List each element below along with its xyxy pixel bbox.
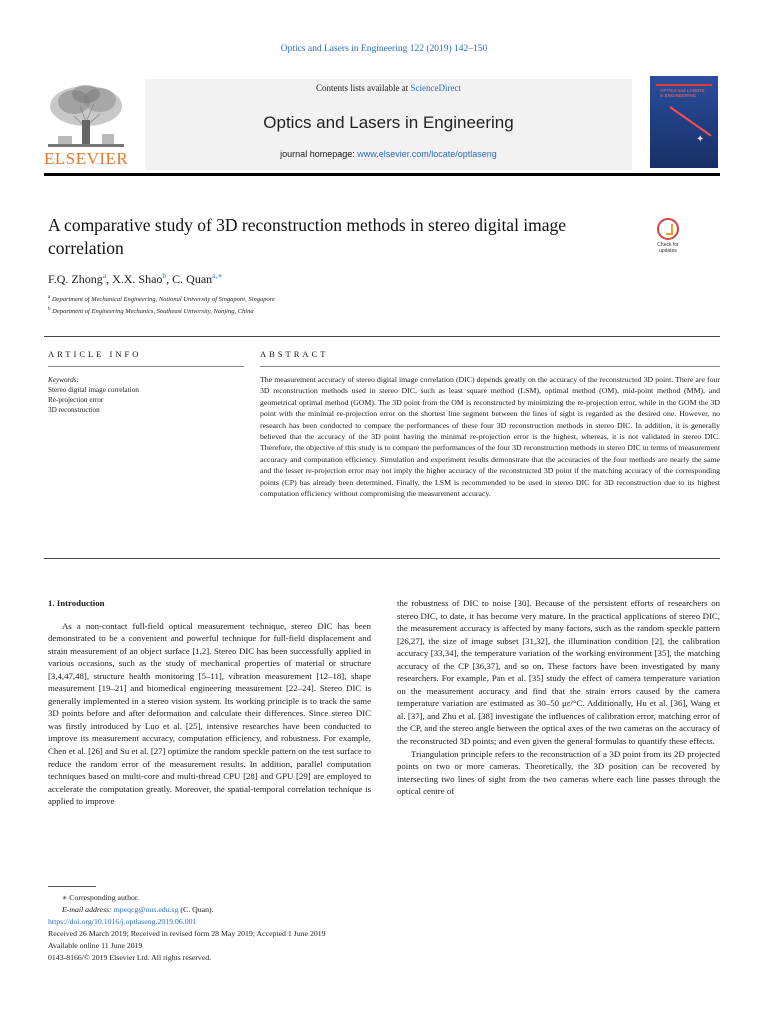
check-for-updates-badge[interactable] [650,218,686,254]
available-online: Available online 11 June 2019 [48,941,143,950]
introduction-heading: 1. Introduction [48,598,105,608]
journal-cover-image[interactable] [650,76,718,168]
header-divider [44,173,720,176]
homepage-prefix: journal homepage: [280,149,358,159]
affiliation-text: Department of Engineering Mechanics, Southeast University, Nanjing, China [52,308,254,316]
badge-line2: updates [659,248,677,254]
intro-paragraph: As a non-contact full-field optical measurement technique, stereo DIC has been demonstrated to be a convenient and powerful technique for full-field displacement and strain measurement of an object surface [1,2]. Stereo DIC has been successfully applied in various occasions, such as the study of mechanical properties of material or structure [3,4,47,48], structure health monitoring [5–11], vibration measurement [12–18], shape measurement [19–21] and biomedical engineering measurement [22–24]. Stereo DIC is generally implemented in a stereo vision system. Its working principle is to track the same 3D points before and after deformation and calculate their differences. Since stereo DIC was firstly introduced by Luo et al. [25], intensive researches have been conducted to improve its measurement accuracy, computation efficiency, and robustness. For example, Chen et al. [26] and Su et al. [27] optimize the random speckle pattern on the test surface to reduce the random error of the measurement results. In addition, parallel computation techniques based on multi-core and multi-thread CPU [28] and GPU [29] are employed to accelerate the computation greatly. Moreover, the spatial-temporal correlation technique is applied to improve [48,620,371,807]
author-name: F.Q. Zhong [48,272,103,286]
article-title: A comparative study of 3D reconstruction methods in stereo digital image correlation [48,215,567,258]
doi-link[interactable]: https://doi.org/10.1016/j.optlaseng.2019.06.001 [48,917,197,926]
email-link[interactable]: mpeqcg@nus.edu.sg [113,905,179,914]
received-dates: Received 26 March 2019; Received in revised form 28 May 2019; Accepted 1 June 2019 [48,929,326,938]
author-separator: , [166,272,173,286]
publisher-name: ELSEVIER [44,149,129,168]
keywords-label: Keywords: [48,376,79,384]
abstract-text: The measurement accuracy of stereo digital image correlation (DIC) depends greatly on the accuracy of the reconstructed 3D point. There are four 3D reconstruction methods used in stereo DIC, such as least square method (LSM), optimal method (OM), mid-point method (MM), and geometrical optimal method (GOM). The 3D point from the OM is reconstructed by minimizing the re-projection error, while in the GOM the 3D point with the minimal re-projection error on the shortest line segment between the lines of sight is regarded as the desired one. However, no research has been conducted to compare the performances of these four 3D reconstruction methods in stereo DIC. In addition, it is generally believed that the accuracy of the 3D point having the minimal re-projection error is the highest, whereas, it is not validated in stereo DIC. Therefore, the objective of this study is to compare the performances of the four 3D reconstruction methods in stereo DIC in terms of measurement accuracy and computation efficiency. Simulation and experiment results demonstrate that the accuracies of the four methods are nearly the same and the lesser re-projection error may not imply the higher accuracy of the reconstructed 3D point if the matching accuracy of the corresponding points (CP) has already been determined. Finally, the LSM is recommended to be used in stereo DIC for 3D reconstruction due to its highest computation efficiency without compromising the measurement accuracy. [260,375,720,499]
front-matter-divider [44,336,720,337]
intro-paragraph: the robustness of DIC to noise [30]. Because of the persistent efforts of researchers on stereo DIC, to date, it has become very mature. In the practical applications of stereo DIC, the measurement accuracy is affected by many factors, such as the random speckle pattern [26,27], the size of image subset [31,32], the illumination condition [2], the calibration accuracy [33,34], the temperature variation of the working environment [35], the matching accuracy of the CP [36,37], and so on. These factors have been investigated by many researchers. For example, Pan et al. [35] study the effect of camera temperature variation on the measurement accuracy and find that the strain errors caused by the camera temperature variation are estimated as 30–50 με/°C. Additionally, Hu et al. [36], Wang et al. [37], and Zhu et al. [38] investigate the influences of calibration error, matching error of the CP, and the stereo angle between the optical axes of the two cameras on the accuracy of the reconstructed 3D points; and even given the general formulas to quantify these effects. [397,598,720,747]
cover-laser-beam [669,106,711,136]
email-suffix: (C. Quan). [178,905,214,914]
corresponding-author-note: ∗ Corresponding author. [62,893,139,902]
affiliation-marker: a [48,295,51,300]
check-updates-icon [657,218,679,240]
affiliation [48,295,275,303]
journal-citation[interactable]: Optics and Lasers in Engineering 122 (2019) 142–150 [280,44,488,54]
author-list [48,271,222,287]
contents-prefix: Contents lists available at [316,83,411,93]
email-label: E-mail address: [62,905,114,914]
cover-stripe [656,84,712,86]
affiliation [48,307,254,315]
contents-line [145,83,632,93]
abstract-divider [44,558,720,559]
copyright: 0143-8166/© 2019 Elsevier Ltd. All rights reserved. [48,953,212,962]
intro-paragraph: Triangulation principle refers to the reconstruction of a 3D point from its 2D projected points on two or more cameras. Theoretically, the 3D position can be recovered by intersecting two lines of sight from the two cameras where each line passes through the optical centre of [397,748,720,797]
author-affil-link[interactable]: a,∗ [212,271,223,280]
author-separator: , [106,272,113,286]
author-affil-link[interactable]: a [102,271,107,280]
left-column [48,597,371,808]
footnotes [48,892,326,964]
author-name: C. Quan [172,272,213,286]
badge-line1: Check for [657,242,679,248]
cover-title-line2: in ENGINEERING [660,93,697,98]
footnote-divider [48,886,96,887]
cover-title-line1: OPTICS and LASERS [660,88,705,93]
affiliation-text: Department of Mechanical Engineering, National University of Singapore, Singapore [51,296,275,304]
author-affil-link[interactable]: b [162,271,167,280]
abstract-heading: ABSTRACT [260,349,329,359]
check-updates-label [650,242,686,254]
homepage-link[interactable]: www.elsevier.com/locate/optlaseng [357,149,497,159]
journal-title: Optics and Lasers in Engineering [263,113,514,132]
cover-star-icon: ✦ [696,134,705,145]
elsevier-tree-icon [44,80,128,150]
sciencedirect-link[interactable]: ScienceDirect [410,83,461,93]
article-info-heading: ARTICLE INFO [48,349,142,359]
journal-banner [145,79,632,170]
homepage-line [145,149,632,159]
keyword[interactable]: Stereo digital image correlation [48,386,139,394]
article-info-underline [48,366,244,367]
email-note [48,904,326,916]
keyword[interactable]: Re-projection error [48,396,104,404]
right-column [397,597,720,798]
cover-title [660,88,706,98]
affiliation-marker: b [48,307,51,312]
keyword[interactable]: 3D reconstruction [48,406,100,414]
elsevier-logo [44,80,128,170]
author-name: X.X. Shao [112,272,163,286]
abstract-underline [260,366,720,367]
keywords-block [48,375,139,415]
